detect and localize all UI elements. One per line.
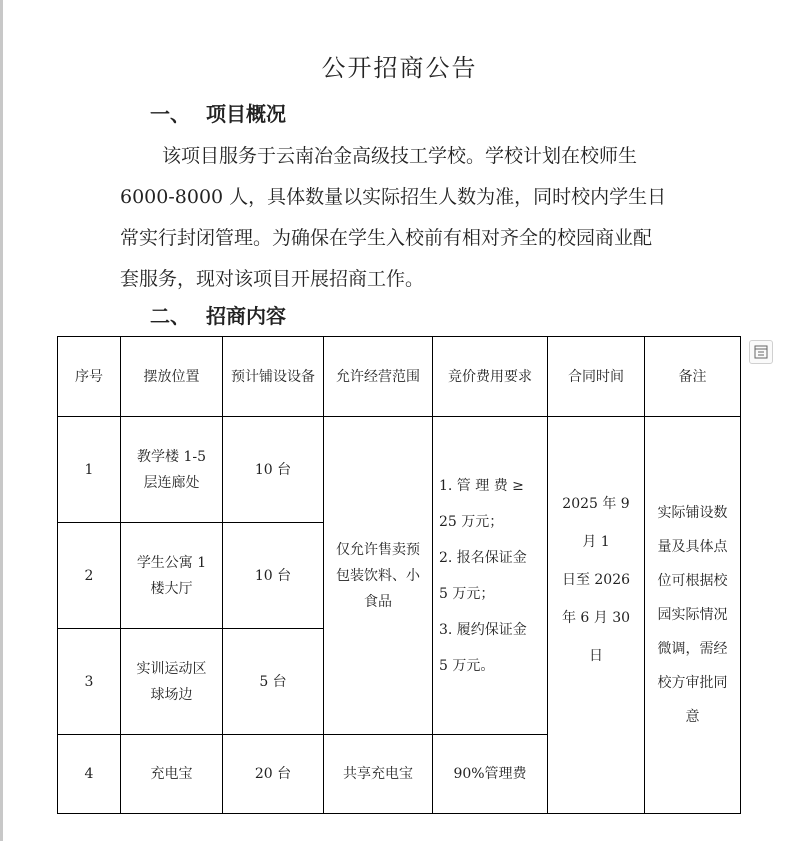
location-line: 实训运动区 xyxy=(136,660,207,677)
cell-no: 3 xyxy=(58,629,121,735)
section-number-1: 一、 xyxy=(150,102,190,126)
header-fee: 竞价费用要求 xyxy=(433,337,548,417)
remark-line: 园实际情况 xyxy=(657,607,728,623)
cell-fee: 90%管理费 xyxy=(433,735,548,814)
section-heading-2 xyxy=(150,300,286,329)
expand-icon[interactable] xyxy=(749,340,773,364)
scope-line: 仅允许售卖预 xyxy=(336,541,420,558)
remark-line: 校方审批同 xyxy=(657,675,728,691)
cell-no: 2 xyxy=(58,523,121,629)
project-overview-paragraph xyxy=(120,136,680,300)
cell-location: 充电宝 xyxy=(121,735,223,814)
expand-icon-glyph xyxy=(754,345,768,359)
header-contract-time: 合同时间 xyxy=(548,337,645,417)
header-location: 摆放位置 xyxy=(121,337,223,417)
cell-no: 1 xyxy=(58,417,121,523)
location-line: 楼大厅 xyxy=(150,580,193,597)
cell-scope: 共享充电宝 xyxy=(324,735,433,814)
remark-line: 意 xyxy=(685,709,700,725)
scope-line: 食品 xyxy=(364,593,392,610)
cell-remark-merged xyxy=(645,417,741,814)
investment-table xyxy=(57,336,741,814)
fee-line: 25 万元； xyxy=(439,513,504,530)
location-line: 球场边 xyxy=(150,686,193,703)
fee-line: 5 万元。 xyxy=(439,657,495,674)
header-no: 序号 xyxy=(58,337,121,417)
cell-equipment: 10 台 xyxy=(223,417,324,523)
fee-line: 5 万元； xyxy=(439,585,495,602)
fee-line: 1. 管 理 费 ≥ xyxy=(439,477,524,494)
location-line: 学生公寓 1 xyxy=(136,554,207,571)
contract-line: 日至 2026 xyxy=(561,572,631,588)
table-header-row xyxy=(58,337,741,417)
remark-line: 量及具体点 xyxy=(657,539,728,555)
cell-equipment: 10 台 xyxy=(223,523,324,629)
cell-scope-merged xyxy=(324,417,433,735)
cell-location xyxy=(121,629,223,735)
cell-contract-time-merged xyxy=(548,417,645,814)
cell-location xyxy=(121,417,223,523)
section-title-1: 项目概况 xyxy=(206,102,286,126)
contract-line: 年 6 月 30 日 xyxy=(561,610,631,664)
cell-equipment: 5 台 xyxy=(223,629,324,735)
contract-line: 2025 年 9 月 1 xyxy=(562,496,630,550)
cell-location xyxy=(121,523,223,629)
cell-no: 4 xyxy=(58,735,121,814)
contract-spacer xyxy=(554,675,638,745)
location-line: 层连廊处 xyxy=(143,474,200,491)
section-number-2: 二、 xyxy=(150,304,190,328)
header-scope: 允许经营范围 xyxy=(324,337,433,417)
table-row xyxy=(58,417,741,523)
page-left-edge xyxy=(0,0,3,841)
remark-line: 位可根据校 xyxy=(657,573,728,589)
header-remark: 备注 xyxy=(645,337,741,417)
cell-fee-merged xyxy=(433,417,548,735)
location-line: 教学楼 1-5 xyxy=(137,448,206,465)
document-title: 公开招商公告 xyxy=(321,54,478,82)
scope-line: 包装饮料、小 xyxy=(336,567,420,584)
remark-line: 实际铺设数 xyxy=(657,505,728,521)
remark-line: 微调，需经 xyxy=(657,641,728,657)
paragraph-line: 该项目服务于云南冶金高级技工学校。学校计划在校师生 xyxy=(162,145,638,167)
fee-line: 3. 履约保证金 xyxy=(439,621,527,638)
cell-equipment: 20 台 xyxy=(223,735,324,814)
header-equipment: 预计铺设设备 xyxy=(223,337,324,417)
section-heading-1 xyxy=(150,98,286,127)
paragraph-line: 常实行封闭管理。为确保在学生入校前有相对齐全的校园商业配 xyxy=(120,227,653,249)
section-title-2: 招商内容 xyxy=(206,304,286,328)
fee-line: 2. 报名保证金 xyxy=(439,549,527,566)
paragraph-line: 6000-8000 人，具体数量以实际招生人数为准，同时校内学生日 xyxy=(120,186,667,208)
paragraph-line: 套服务，现对该项目开展招商工作。 xyxy=(120,268,425,290)
